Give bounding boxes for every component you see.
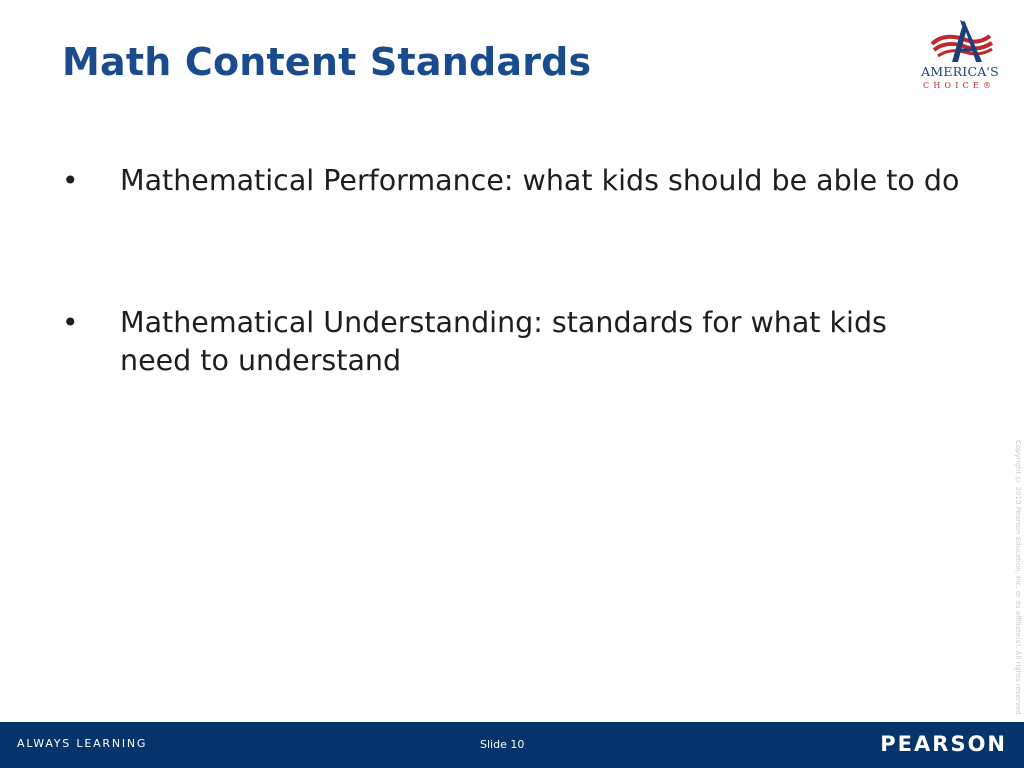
logo-wordmark-line1: AMERICA'S <box>921 64 999 79</box>
bullet-text: Mathematical Understanding: standards for what kids need to understand <box>120 306 887 377</box>
bullet-list <box>62 162 962 380</box>
footer-tagline: ALWAYS LEARNING <box>17 737 148 750</box>
slide-number: Slide 10 <box>480 738 525 751</box>
bullet-marker: • <box>62 306 79 339</box>
slide-title: Math Content Standards <box>62 40 592 84</box>
flag-a-logo-icon <box>918 18 1008 68</box>
bullet-item <box>62 304 962 380</box>
bullet-item <box>62 162 962 200</box>
bullet-marker: • <box>62 164 79 197</box>
americas-choice-logo <box>918 18 1008 96</box>
pearson-logo: PEARSON <box>880 732 1007 756</box>
footer-bar <box>0 722 1024 768</box>
bullet-text: Mathematical Performance: what kids should be able to do <box>120 164 960 197</box>
copyright-notice: Copyright © 2010 Pearson Education, Inc. or its affiliate(s). All rights reserved. <box>1014 440 1022 717</box>
logo-wordmark-line2: CHOICE® <box>923 81 996 90</box>
